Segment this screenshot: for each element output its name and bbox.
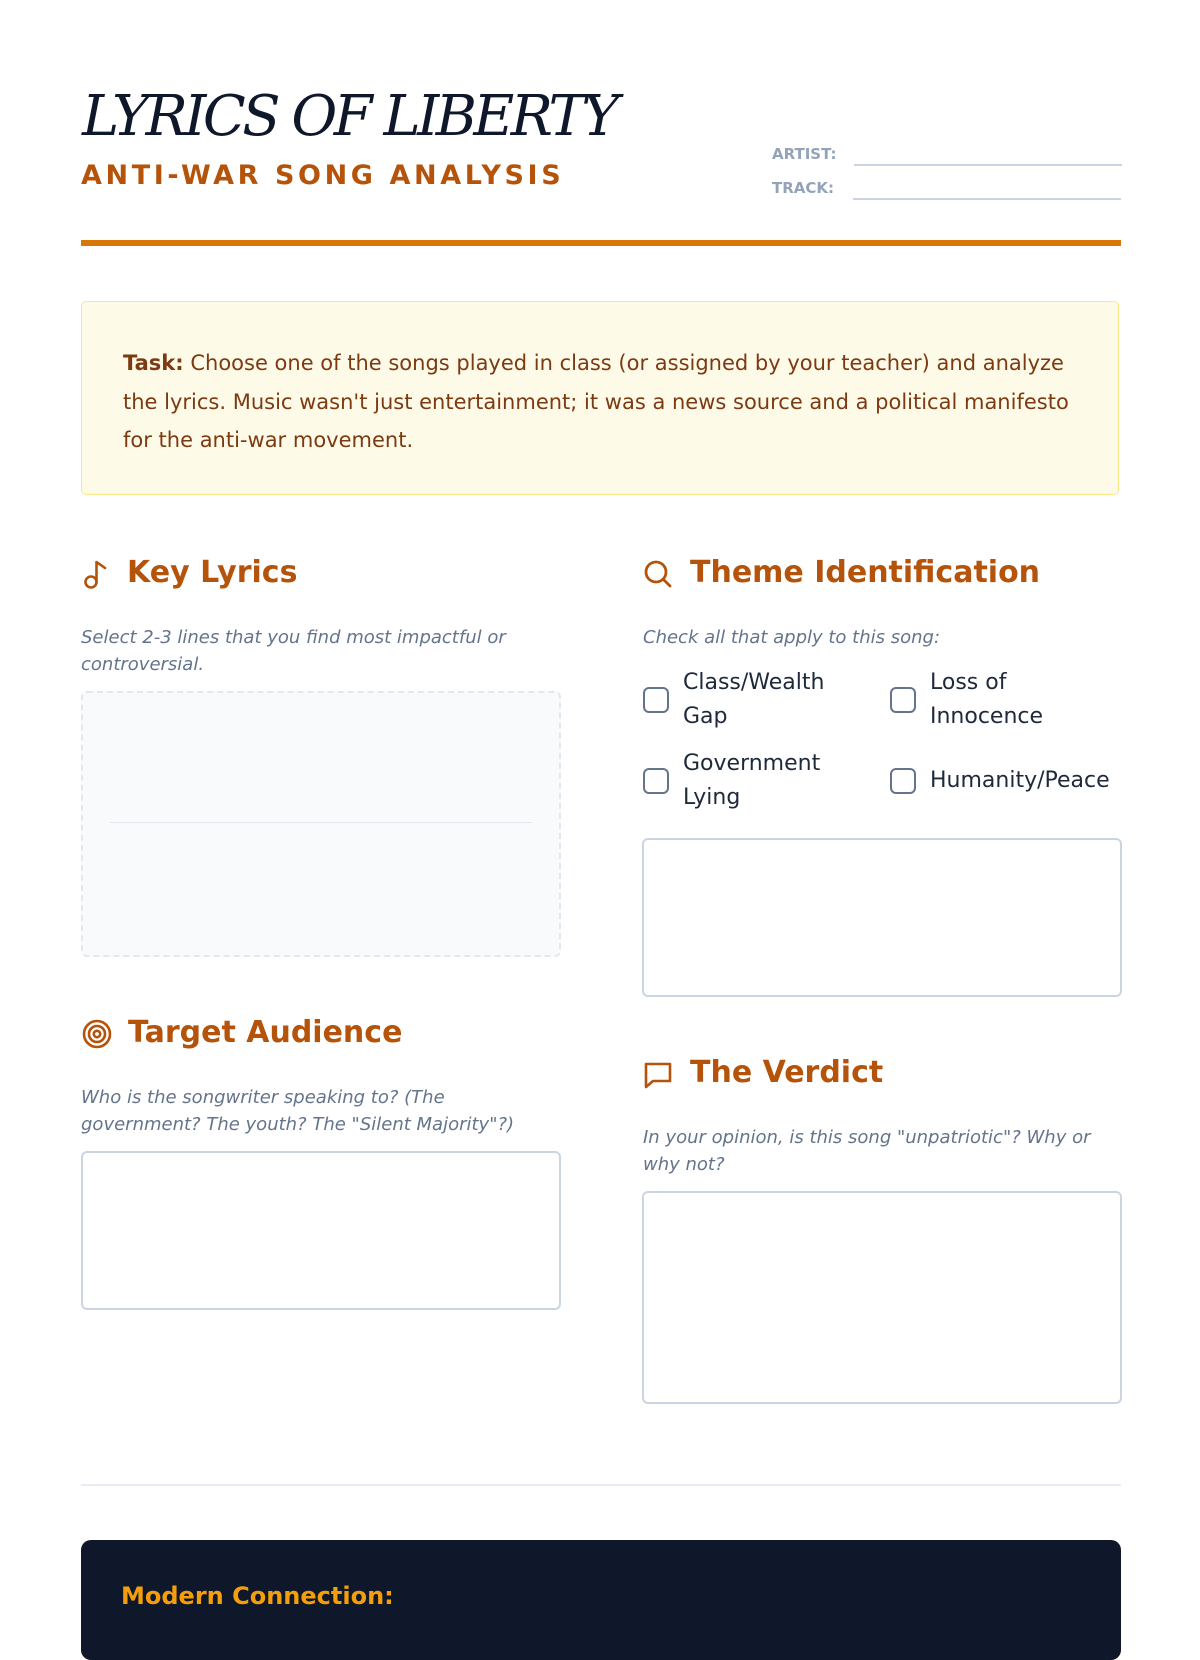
key-lyrics-title: Key Lyrics xyxy=(127,555,298,590)
verdict-hint: In your opinion, is this song "unpatriotic"? Why or why not? xyxy=(643,1127,1091,1175)
theme-option-loss-innocence[interactable] xyxy=(890,666,1120,734)
option-label: Loss of Innocence xyxy=(930,670,1044,729)
verdict-input[interactable] xyxy=(642,1191,1122,1404)
lyrics-divider-line xyxy=(110,822,532,823)
worksheet-title: LYRICS OF LIBERTY xyxy=(82,84,616,149)
modern-connection-title: Modern Connection: xyxy=(121,1582,394,1610)
track-field[interactable] xyxy=(853,198,1121,200)
checkbox[interactable] xyxy=(890,768,916,794)
artist-label: ARTIST: xyxy=(772,145,837,163)
speech-bubble-icon xyxy=(642,1058,674,1090)
artist-field[interactable] xyxy=(854,164,1122,166)
checkbox[interactable] xyxy=(643,687,669,713)
option-label: Humanity/Peace xyxy=(930,768,1110,793)
checkbox[interactable] xyxy=(890,687,916,713)
target-audience-hint: Who is the songwriter speaking to? (The government? The youth? The "Silent Majority"?) xyxy=(81,1087,515,1135)
option-label: Government Lying xyxy=(683,751,821,810)
verdict-title: The Verdict xyxy=(690,1055,884,1090)
checkbox[interactable] xyxy=(643,768,669,794)
target-audience-input[interactable] xyxy=(81,1151,561,1310)
theme-notes-input[interactable] xyxy=(642,838,1122,997)
task-label: Task: xyxy=(123,351,184,375)
theme-title: Theme Identification xyxy=(690,555,1041,590)
search-icon xyxy=(642,558,674,590)
task-text: Choose one of the songs played in class (or assigned by your teacher) and analyze the lyrics. Music wasn't just entertainment; it was a news source and a political manifesto for the anti-war movement. xyxy=(123,351,1069,452)
target-icon xyxy=(81,1018,113,1050)
key-lyrics-input[interactable] xyxy=(81,691,561,957)
theme-option-class-wealth[interactable] xyxy=(643,666,863,734)
section-divider xyxy=(81,1484,1121,1486)
worksheet-subtitle: ANTI-WAR SONG ANALYSIS xyxy=(81,160,565,191)
theme-option-humanity-peace[interactable] xyxy=(890,764,1130,798)
theme-hint: Check all that apply to this song: xyxy=(643,627,941,648)
header-rule xyxy=(81,240,1121,246)
key-lyrics-hint: Select 2-3 lines that you find most impactful or controversial. xyxy=(81,627,506,675)
music-note-icon xyxy=(80,558,112,590)
task-box xyxy=(81,301,1119,495)
track-label: TRACK: xyxy=(772,179,835,197)
target-audience-title: Target Audience xyxy=(128,1015,403,1050)
option-label: Class/Wealth Gap xyxy=(683,670,825,729)
theme-option-government-lying[interactable] xyxy=(643,747,863,815)
